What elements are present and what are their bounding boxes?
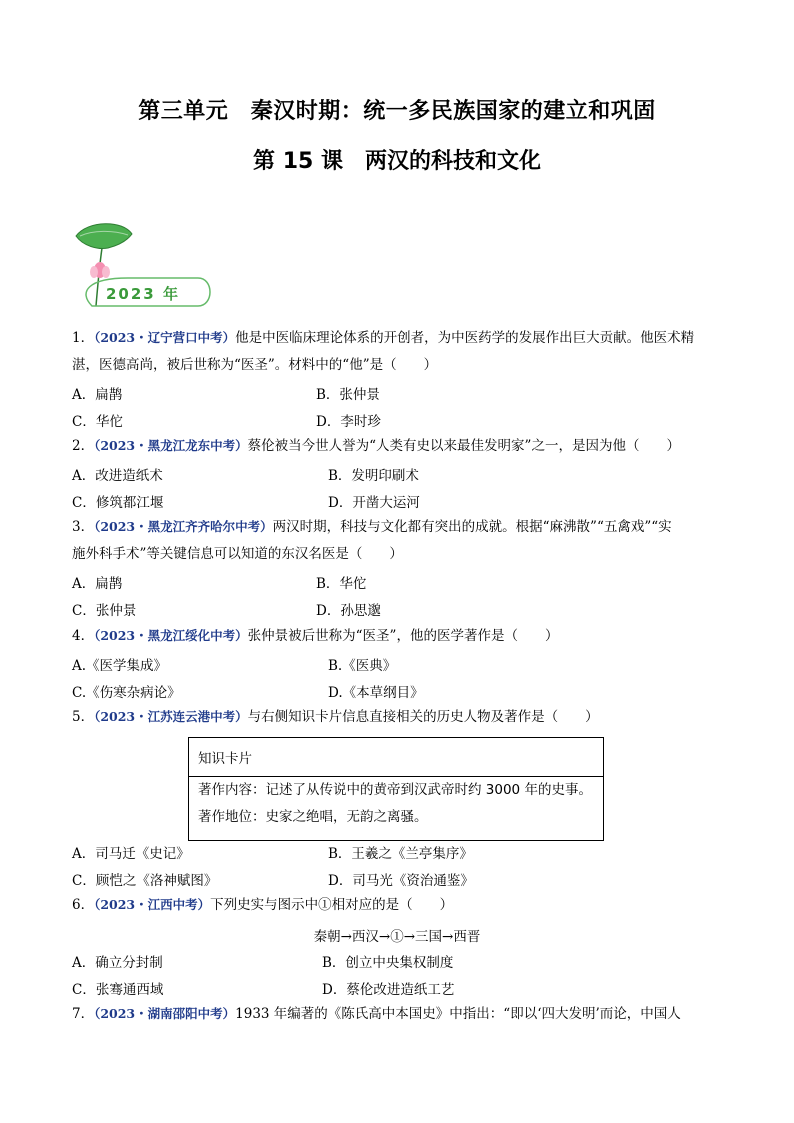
option-b[interactable]: B．创立中央集权制度: [322, 955, 454, 971]
question-4: 4．（2023・黑龙江绥化中考）张仲景被后世称为“医圣”，他的医学著作是（ ）: [72, 628, 559, 644]
dynasty-sequence: 秦朝→西汉→①→三国→西晋: [313, 929, 481, 945]
option-a[interactable]: A．扁鹊: [72, 576, 123, 592]
knowledge-card: [188, 737, 604, 841]
option-a[interactable]: A．扁鹊: [72, 387, 123, 403]
question-3-stem-cont: 施外科手术”等关键信息可以知道的东汉名医是（ ）: [72, 546, 403, 562]
option-b[interactable]: B.《医典》: [328, 658, 397, 674]
knowledge-card-content: 著作内容：记述了从传说中的黄帝到汉武帝时约 3000 年的史事。: [198, 782, 592, 798]
lesson-title: 第 15 课 两汉的科技和文化: [253, 149, 541, 174]
question-2: 2．（2023・黑龙江龙东中考）蔡伦被当今世人誉为“人类有史以来最佳发明家”之一，是因为他（ ）: [72, 438, 680, 454]
option-d[interactable]: D.《本草纲目》: [328, 685, 424, 701]
option-a[interactable]: A．司马迁《史记》: [72, 846, 190, 862]
option-a[interactable]: A.《医学集成》: [72, 658, 168, 674]
question-5: 5．（2023・江苏连云港中考）与右侧知识卡片信息直接相关的历史人物及著作是（ ）: [72, 709, 599, 725]
option-a[interactable]: A．改进造纸术: [72, 468, 163, 484]
option-b[interactable]: B．华佗: [316, 576, 367, 592]
question-7: 7．（2023・湖南邵阳中考）1933 年编著的《陈氏高中本国史》中指出：“即以‘四大发明’而论，中国人: [72, 1006, 681, 1022]
year-badge: 2023 年: [106, 285, 180, 303]
option-d[interactable]: D．蔡伦改进造纸工艺: [322, 982, 455, 998]
question-3: 3．（2023・黑龙江齐齐哈尔中考）两汉时期，科技与文化都有突出的成就。根据“麻沸散”“五禽戏”“实: [72, 519, 672, 535]
question-6: 6．（2023・江西中考）下列史实与图示中①相对应的是（ ）: [72, 897, 454, 913]
option-b[interactable]: B．王羲之《兰亭集序》: [328, 846, 473, 862]
option-b[interactable]: B．张仲景: [316, 387, 380, 403]
option-d[interactable]: D．孙思邈: [316, 603, 381, 619]
option-a[interactable]: A．确立分封制: [72, 955, 163, 971]
option-c[interactable]: C．顾恺之《洛神赋图》: [72, 873, 218, 889]
option-d[interactable]: D．李时珍: [316, 414, 381, 430]
option-b[interactable]: B．发明印刷术: [328, 468, 419, 484]
option-d[interactable]: D．开凿大运河: [328, 495, 420, 511]
question-1: 1．（2023・辽宁营口中考）他是中医临床理论体系的开创者，为中医药学的发展作出巨大贡献。他医术精: [72, 330, 695, 346]
option-d[interactable]: D．司马光《资治通鉴》: [328, 873, 474, 889]
option-c[interactable]: C．张骞通西域: [72, 982, 164, 998]
option-c[interactable]: C．张仲景: [72, 603, 137, 619]
knowledge-card-title: 知识卡片: [189, 738, 603, 777]
option-c[interactable]: C.《伤寒杂病论》: [72, 685, 181, 701]
unit-title: 第三单元 秦汉时期：统一多民族国家的建立和巩固: [138, 99, 656, 124]
option-c[interactable]: C．华佗: [72, 414, 123, 430]
question-1-stem-cont: 湛，医德高尚，被后世称为“医圣”。材料中的“他”是（ ）: [72, 357, 438, 373]
option-c[interactable]: C．修筑都江堰: [72, 495, 164, 511]
knowledge-card-status: 著作地位：史家之绝唱，无韵之离骚。: [198, 809, 428, 825]
